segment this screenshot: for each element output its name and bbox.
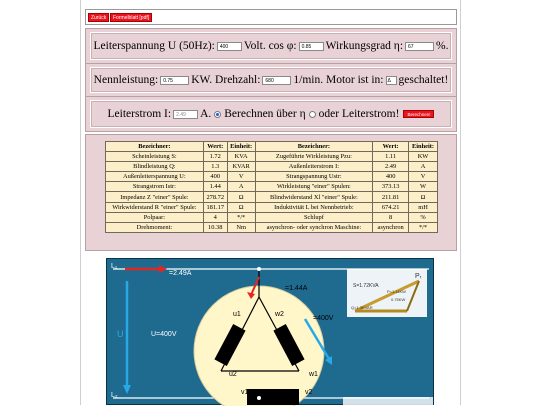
table-header-row xyxy=(106,142,438,152)
header-value-2: Wert: xyxy=(373,142,409,152)
node-bottom xyxy=(257,396,261,400)
terminal-u1: u1 xyxy=(233,311,241,318)
table-cell: Nm xyxy=(227,222,255,232)
cos-label: Volt. cos φ: xyxy=(243,40,297,52)
table-cell: KW xyxy=(409,152,438,162)
power-p2-label: 0.75KW xyxy=(391,297,406,302)
table-cell: V xyxy=(409,172,438,182)
cos-phi-input[interactable]: 0.85 xyxy=(299,42,324,51)
table-cell: W xyxy=(409,182,438,192)
coil-bottom xyxy=(247,389,299,405)
table-cell: 211.81 xyxy=(373,192,409,202)
efficiency-input[interactable]: 67 xyxy=(405,42,434,51)
istr-value-label: =1.44A xyxy=(285,285,308,292)
speed-suffix-label: 1/min. Motor ist in: xyxy=(293,74,384,86)
line-l2-label: L₂ xyxy=(111,392,118,399)
power-input[interactable]: 0.75 xyxy=(160,76,189,85)
voltage-input[interactable]: 400 xyxy=(217,42,242,51)
node-top xyxy=(257,267,261,271)
table-cell: Impedanz Z "einer" Spule: xyxy=(106,192,204,202)
table-row xyxy=(106,192,438,202)
table-cell: KVAR xyxy=(227,162,255,172)
table-cell: 674.21 xyxy=(373,202,409,212)
table-row xyxy=(106,152,438,162)
table-cell: % xyxy=(409,212,438,222)
header-name-1: Bezeichner: xyxy=(106,142,204,152)
terminal-w2: w2 xyxy=(275,311,284,318)
table-cell: Induktivität L bei Nennbetrieb: xyxy=(255,202,373,212)
table-cell: Scheinleistung S: xyxy=(106,152,204,162)
results-table xyxy=(105,141,438,233)
header-unit-2: Einheit: xyxy=(409,142,438,152)
table-cell: Strangstrom Istr: xyxy=(106,182,204,192)
table-cell: 1.44 xyxy=(203,182,227,192)
voltage-value-label: U=400V xyxy=(151,331,177,338)
terminal-w1: w1 xyxy=(309,371,318,378)
table-cell: 278.72 xyxy=(203,192,227,202)
current-arrowhead xyxy=(159,265,167,273)
calc-eta-label: Berechnen über η xyxy=(224,108,306,120)
header-unit-1: Einheit: xyxy=(227,142,255,152)
table-row xyxy=(106,182,438,192)
table-cell: Polpaar: xyxy=(106,212,204,222)
calculate-button[interactable]: Berechnen! xyxy=(403,110,434,118)
table-row xyxy=(106,222,438,232)
table-cell: 1.11 xyxy=(373,152,409,162)
table-cell: 1.3 xyxy=(203,162,227,172)
power-label: Nennleistung: xyxy=(93,74,159,86)
connection-select[interactable]: Δ xyxy=(386,76,397,85)
voltage-input-panel xyxy=(85,28,457,64)
table-cell: asynchron xyxy=(373,222,409,232)
table-cell: 1.72 xyxy=(203,152,227,162)
voltage-symbol: U xyxy=(117,329,124,339)
table-cell: 8 xyxy=(373,212,409,222)
or-current-label: oder Leiterstrom! xyxy=(318,108,400,120)
table-cell: 400 xyxy=(373,172,409,182)
table-cell: asynchron- oder synchron Maschine: xyxy=(255,222,373,232)
table-cell: V xyxy=(227,172,255,182)
voltage-label: Leiterspannung U (50Hz): xyxy=(93,40,215,52)
table-cell: 400 xyxy=(203,172,227,182)
table-cell: mH xyxy=(409,202,438,212)
table-cell: A xyxy=(227,182,255,192)
table-cell: 4 xyxy=(203,212,227,222)
ustr-value-label: =400V xyxy=(313,315,334,322)
table-cell: Zugeführte Wirkleistung Pzu: xyxy=(255,152,373,162)
current-input[interactable]: 2.49 xyxy=(173,110,198,119)
table-cell: A xyxy=(409,162,438,172)
circuit-diagram xyxy=(106,258,434,405)
power-s-label: S=1.72KVA xyxy=(353,283,379,289)
terminal-v2: v2 xyxy=(305,389,313,396)
table-cell: KVA xyxy=(227,152,255,162)
results-panel xyxy=(85,134,457,251)
speed-input[interactable]: 680 xyxy=(262,76,291,85)
table-row xyxy=(106,162,438,172)
speed-label: KW. Drehzahl: xyxy=(191,74,261,86)
table-cell: Drehmoment: xyxy=(106,222,204,232)
table-cell: Außenleiterspannung U: xyxy=(106,172,204,182)
current-label: Leiterstrom I: xyxy=(107,108,172,120)
table-cell: 181.17 xyxy=(203,202,227,212)
toolbar xyxy=(85,9,457,25)
table-cell: Ω xyxy=(409,192,438,202)
table-cell: Blindwiderstand Xl "einer" Spule: xyxy=(255,192,373,202)
power-q-label: Q=1.3KVAR xyxy=(351,305,373,310)
table-cell: */* xyxy=(409,222,438,232)
table-cell: Wirkwiderstand R "einer" Spule: xyxy=(106,202,204,212)
table-row xyxy=(106,212,438,222)
percent-unit: %. xyxy=(436,40,449,52)
table-cell: Ω xyxy=(227,202,255,212)
power-pr-label: Pᵣ xyxy=(415,273,422,280)
header-name-2: Bezeichner: xyxy=(255,142,373,152)
back-button[interactable]: Zurück xyxy=(88,13,109,22)
current-unit-label: A. xyxy=(200,108,212,120)
header-value-1: Wert: xyxy=(203,142,227,152)
terminal-v1: v1 xyxy=(241,389,249,396)
line-l1-label: L₁ xyxy=(111,263,118,270)
table-cell: Schlupf xyxy=(255,212,373,222)
power-input-panel xyxy=(85,63,457,97)
voltage-arrowhead xyxy=(123,385,131,394)
table-cell: Strangspannung Ustr: xyxy=(255,172,373,182)
current-input-panel xyxy=(85,96,457,132)
table-cell: Außenleiterstrom I: xyxy=(255,162,373,172)
table-cell: Ω xyxy=(227,192,255,202)
current-value-label: =2.49A xyxy=(169,270,192,277)
table-cell: Wirkleistung "einer" Spulen: xyxy=(255,182,373,192)
calc-eta-radio[interactable] xyxy=(214,111,221,118)
table-cell: 10.38 xyxy=(203,222,227,232)
table-cell: 2.49 xyxy=(373,162,409,172)
connected-label: geschaltet! xyxy=(398,74,449,86)
table-row xyxy=(106,202,438,212)
table-row xyxy=(106,172,438,182)
terminal-u2: u2 xyxy=(229,371,237,378)
calc-current-radio[interactable] xyxy=(309,111,316,118)
formula-sheet-button[interactable]: Formelblatt [pdf] xyxy=(110,13,152,22)
power-p1-label: P=1.11KW xyxy=(387,289,406,294)
efficiency-label: Wirkungsgrad η: xyxy=(325,40,404,52)
table-cell: 373.13 xyxy=(373,182,409,192)
motor-circle xyxy=(194,286,324,406)
table-cell: */* xyxy=(227,212,255,222)
table-cell: Blindleistung Q: xyxy=(106,162,204,172)
